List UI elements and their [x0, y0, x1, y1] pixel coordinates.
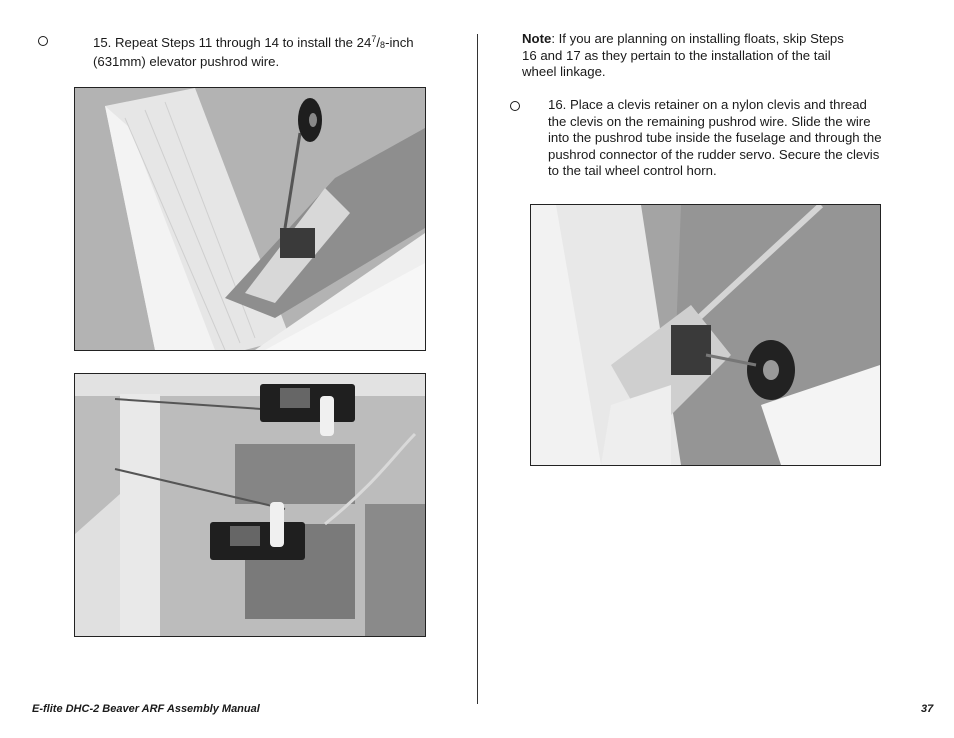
note-label: Note	[522, 31, 552, 46]
step-16-line5: to the tail wheel control horn.	[548, 163, 717, 178]
step-15-text	[93, 31, 463, 70]
note-line3: wheel linkage.	[522, 64, 606, 79]
photo-servos-in-fuselage	[74, 373, 426, 637]
footer-page-number: 37	[921, 703, 934, 715]
photo-tail-elevator-wheel	[74, 87, 426, 351]
step-16-line3: into the pushrod tube inside the fuselage and through the	[548, 130, 882, 145]
step-16-line1: 16. Place a clevis retainer on a nylon clevis and thread	[548, 97, 867, 112]
step-16-text	[548, 97, 908, 180]
fraction-denominator: 8	[380, 40, 386, 50]
note-text	[522, 31, 902, 81]
checkbox-bullet-step15	[38, 36, 48, 46]
step-15-prefix: 15. Repeat Steps 11 through 14 to install the 24	[93, 35, 372, 50]
step-16-line4: pushrod connector of the rudder servo. Secure the clevis	[548, 146, 880, 162]
column-divider	[477, 34, 478, 704]
note-line1: : If you are planning on installing floats, skip Steps	[551, 31, 844, 46]
step-15-line2: (631mm) elevator pushrod wire.	[93, 53, 280, 69]
fraction-slash: /	[376, 35, 381, 50]
note-line2: 16 and 17 as they pertain to the installation of the tail	[522, 47, 831, 63]
photo-tail-wheel-control-horn	[530, 204, 881, 466]
step-15-suffix: -inch	[385, 35, 414, 50]
footer-manual-title: E-flite DHC-2 Beaver ARF Assembly Manual	[32, 703, 260, 715]
checkbox-bullet-step16	[510, 101, 520, 111]
fraction-numerator: 7	[371, 34, 377, 44]
step-16-line2: the clevis on the remaining pushrod wire. Slide the wire	[548, 113, 871, 129]
